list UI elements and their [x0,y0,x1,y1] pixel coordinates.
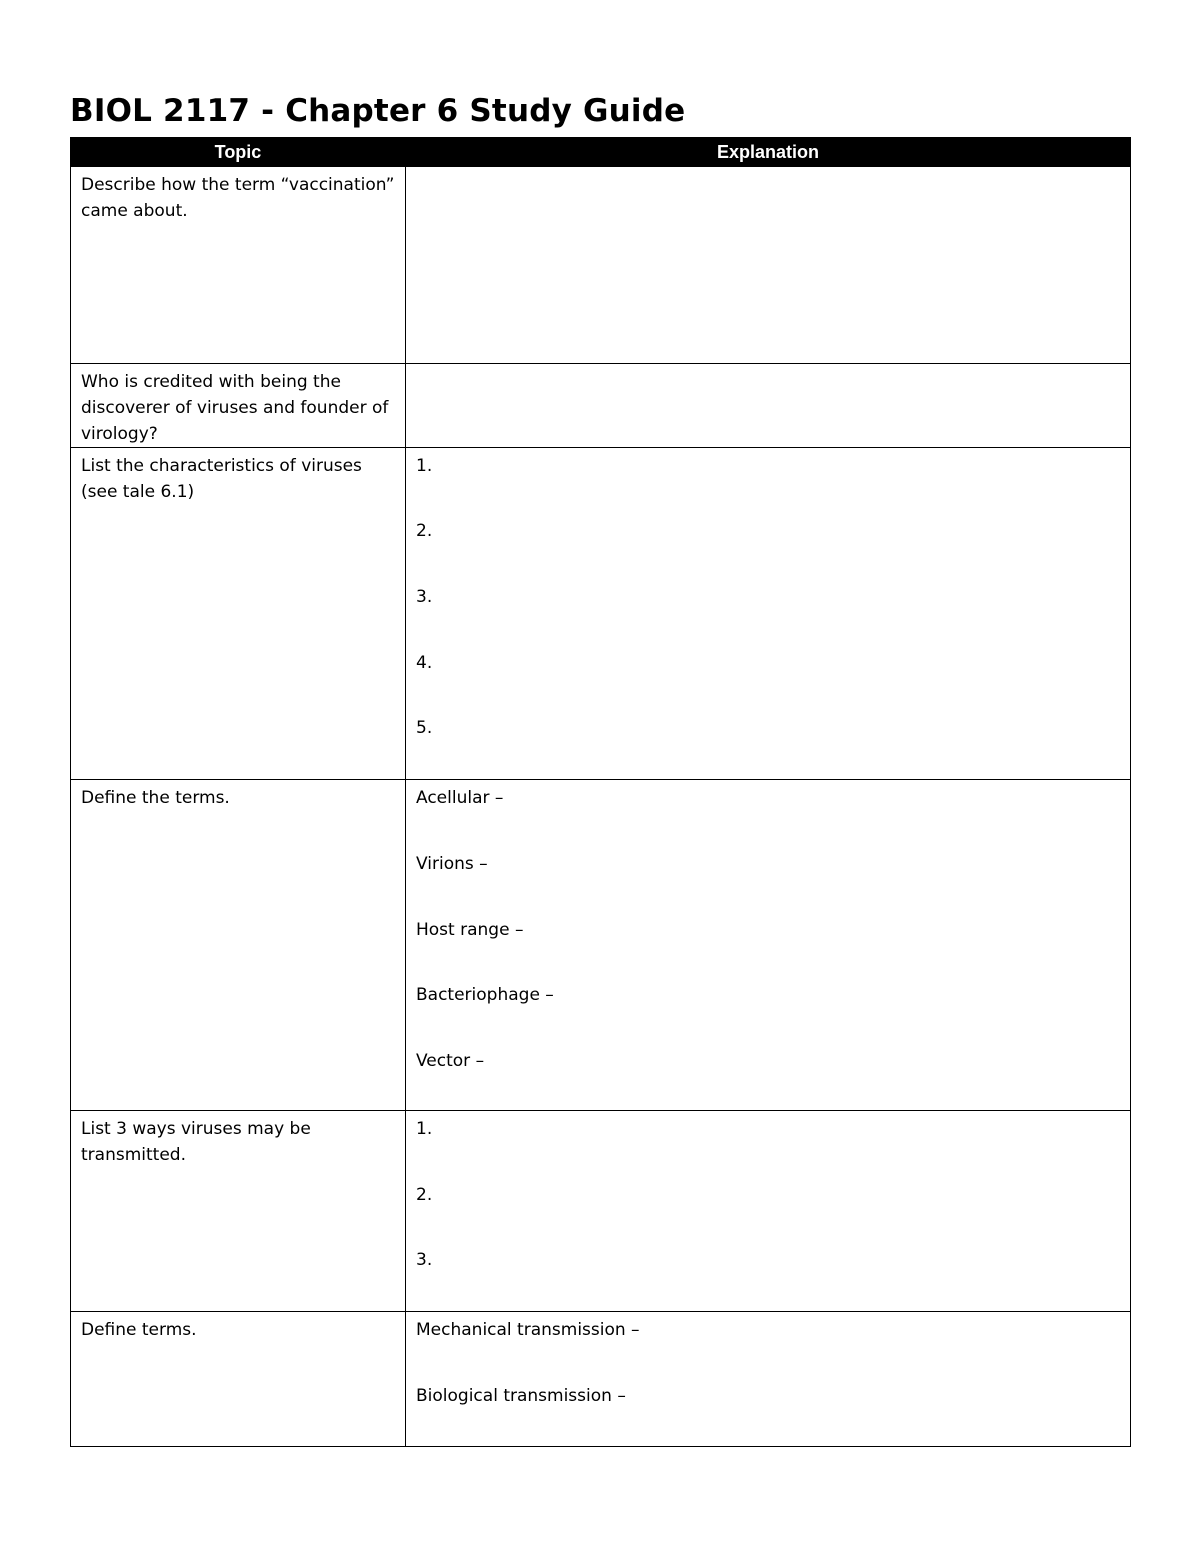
explanation-cell[interactable] [406,780,1131,1111]
answer-item: 2. [416,1185,433,1205]
topic-cell: Describe how the term “vaccination” came about. [71,167,406,364]
explanation-cell[interactable] [406,448,1131,780]
term-acellular: Acellular – [416,788,504,808]
topic-cell: List 3 ways viruses may be transmitted. [71,1111,406,1312]
page-title: BIOL 2117 - Chapter 6 Study Guide [70,93,686,129]
topic-cell: Define terms. [71,1312,406,1447]
explanation-cell[interactable] [406,167,1131,364]
answer-item: 3. [416,1250,433,1270]
column-header-explanation: Explanation [406,138,1131,167]
table-row [71,1312,1131,1447]
answer-item: 1. [416,456,433,476]
answer-item: 3. [416,587,433,607]
term-vector: Vector – [416,1051,485,1071]
explanation-cell[interactable] [406,1111,1131,1312]
table-header-row [71,138,1131,167]
answer-item: 2. [416,521,433,541]
study-guide-table [70,137,1131,1447]
topic-cell: Who is credited with being the discoverer of viruses and founder of virology? [71,364,406,448]
term-host-range: Host range – [416,920,524,940]
table-row [71,1111,1131,1312]
term-biological-transmission: Biological transmission – [416,1386,626,1406]
term-virions: Virions – [416,854,488,874]
topic-cell: List the characteristics of viruses (see tale 6.1) [71,448,406,780]
table-row [71,364,1131,448]
explanation-cell[interactable] [406,1312,1131,1447]
answer-item: 5. [416,718,433,738]
table-row [71,780,1131,1111]
term-mechanical-transmission: Mechanical transmission – [416,1320,640,1340]
explanation-cell[interactable] [406,364,1131,448]
table-row [71,167,1131,364]
topic-cell: Define the terms. [71,780,406,1111]
term-bacteriophage: Bacteriophage – [416,985,554,1005]
table-row [71,448,1131,780]
column-header-topic: Topic [71,138,406,167]
answer-item: 1. [416,1119,433,1139]
answer-item: 4. [416,653,433,673]
